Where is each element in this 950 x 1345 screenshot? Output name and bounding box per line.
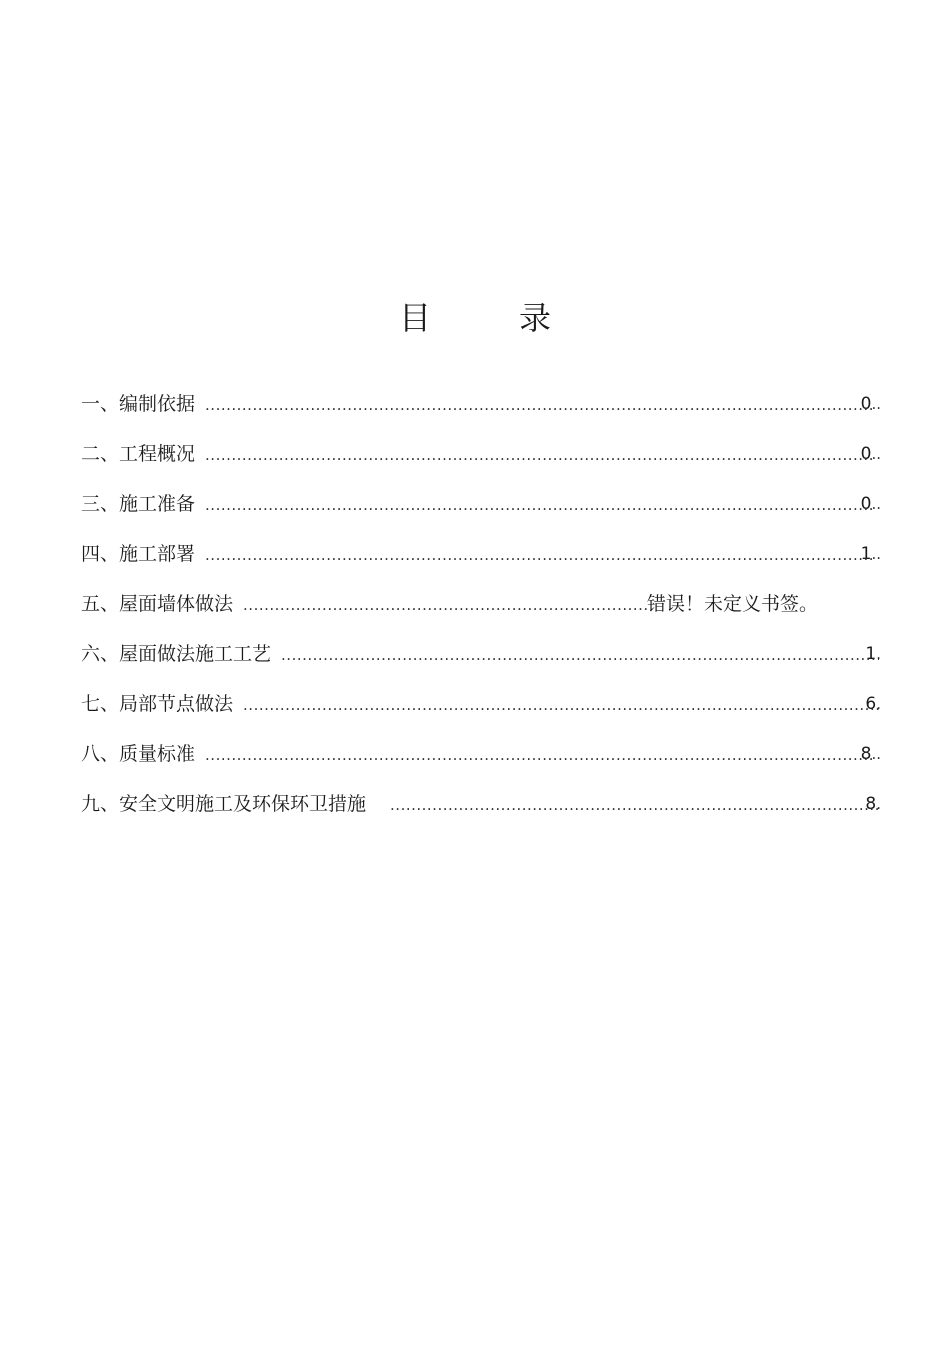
toc-entry-number: 九、 xyxy=(81,793,120,815)
toc-leader xyxy=(205,489,875,521)
toc-entry-5[interactable] xyxy=(81,588,881,638)
toc-entry-number: 三、 xyxy=(81,493,120,515)
toc-entry-page: 1. xyxy=(865,644,881,664)
toc-entry-label: 安全文明施工及环保环卫措施 xyxy=(119,793,367,815)
toc-leader xyxy=(205,389,875,421)
toc-entry-number: 八、 xyxy=(81,743,120,765)
toc-entry-label: 屋面做法施工工艺 xyxy=(119,643,272,665)
toc-leader xyxy=(243,689,879,721)
toc-entry-6[interactable] xyxy=(81,638,881,688)
toc-entry-2[interactable] xyxy=(81,438,881,488)
toc-entry-page: 0.. xyxy=(860,394,881,414)
toc-entry-4[interactable] xyxy=(81,538,881,588)
toc-entry-number: 五、 xyxy=(81,593,120,615)
toc-entry-page: 8.. xyxy=(860,744,881,764)
toc-leader xyxy=(281,639,879,671)
toc-entry-number: 一、 xyxy=(81,393,120,415)
toc-entry-number: 七、 xyxy=(81,693,120,715)
toc-entry-label: 编制依据 xyxy=(119,393,196,415)
toc-entry-label: 屋面墙体做法 xyxy=(119,593,234,615)
toc-entry-8[interactable] xyxy=(81,738,881,788)
toc-entry-page: 0.. xyxy=(860,494,881,514)
toc-entry-page: 1.. xyxy=(860,544,881,564)
toc-title-left: 目 xyxy=(398,299,431,337)
toc-leader xyxy=(205,439,875,471)
toc-entry-label: 施工准备 xyxy=(119,493,196,515)
toc-entry-page: 8. xyxy=(865,794,881,814)
toc-title-right: 录 xyxy=(519,299,552,337)
toc-leader xyxy=(390,789,879,821)
toc-entry-7[interactable] xyxy=(81,688,881,738)
toc-entry-number: 四、 xyxy=(81,543,120,565)
toc-entry-label: 工程概况 xyxy=(119,443,196,465)
toc-entry-label: 质量标准 xyxy=(119,743,196,765)
toc-entry-9[interactable] xyxy=(81,788,881,838)
toc-entry-label: 局部节点做法 xyxy=(119,693,234,715)
toc-entry-3[interactable] xyxy=(81,488,881,538)
toc-entry-page: 0.. xyxy=(860,444,881,464)
toc-leader xyxy=(243,589,647,621)
toc-leader xyxy=(205,539,875,571)
toc-entry-page: 6. xyxy=(865,694,881,714)
toc-entry-bookmark-error: 错误！未定义书签。 xyxy=(647,593,819,615)
toc-entry-number: 六、 xyxy=(81,643,120,665)
toc-entry-1[interactable] xyxy=(81,388,881,438)
toc-entry-label: 施工部署 xyxy=(119,543,196,565)
toc-list xyxy=(81,388,881,838)
toc-leader xyxy=(205,739,875,771)
toc-title xyxy=(0,296,950,340)
toc-entry-number: 二、 xyxy=(81,443,120,465)
